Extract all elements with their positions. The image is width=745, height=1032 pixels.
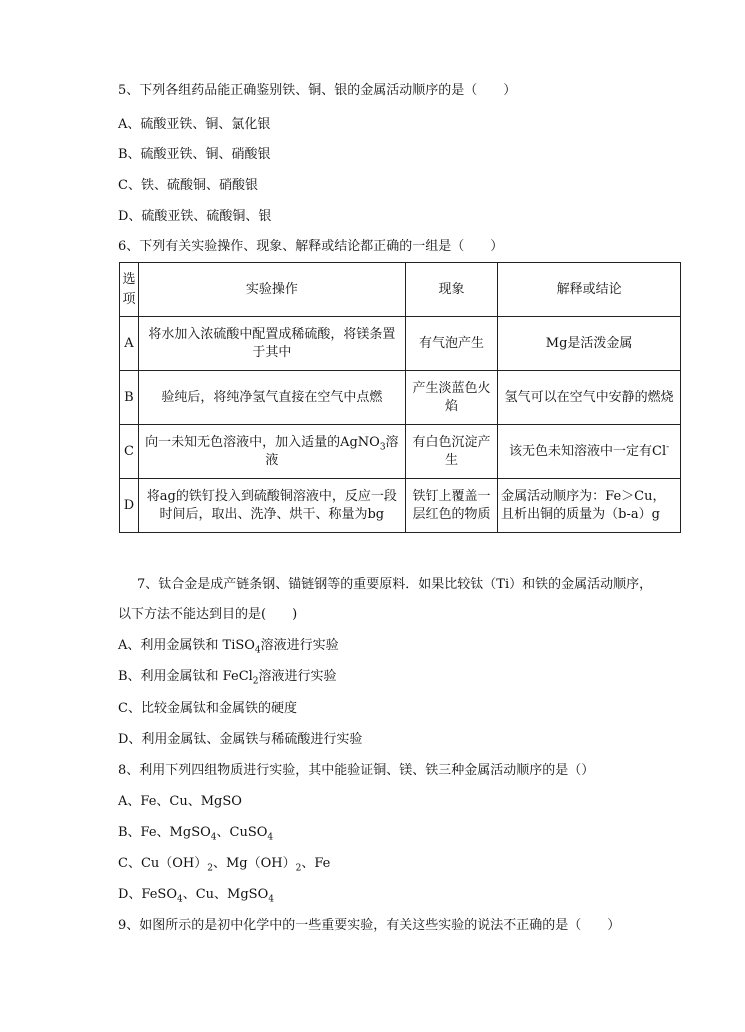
q8-stem: 8、利用下列四组物质进行实验，其中能验证铜、镁、铁三种金属活动顺序的是（） bbox=[118, 763, 595, 778]
q8-option-d bbox=[118, 886, 274, 904]
subscript: 4 bbox=[210, 832, 217, 843]
operation-text: 溶液 bbox=[265, 434, 399, 468]
table-row bbox=[120, 479, 681, 533]
row-conclusion: Mg是活泼金属 bbox=[498, 317, 681, 371]
option-text: C、Cu（OH） bbox=[118, 856, 208, 871]
q5-option-c: C、铁、硫酸铜、硝酸银 bbox=[118, 178, 258, 193]
q7-option-a bbox=[118, 637, 339, 655]
row-phenomenon: 有白色沉淀产生 bbox=[405, 425, 497, 479]
row-operation: 验纯后，将纯净氢气直接在空气中点燃 bbox=[138, 371, 405, 425]
option-text: 溶液进行实验 bbox=[258, 669, 337, 684]
table-row bbox=[120, 371, 681, 425]
row-option: A bbox=[120, 317, 139, 371]
q6-table bbox=[119, 262, 681, 533]
q7-option-d: D、利用金属钛、金属铁与稀硫酸进行实验 bbox=[118, 732, 363, 747]
q5-stem: 5、下列各组药品能正确鉴别铁、铜、银的金属活动顺序的是（ ） bbox=[118, 83, 517, 98]
q7-option-b bbox=[118, 668, 337, 686]
option-text: D、FeSO bbox=[118, 887, 177, 902]
option-text: 溶液进行实验 bbox=[260, 638, 339, 653]
row-option: C bbox=[120, 425, 139, 479]
option-text: B、Fe、MgSO bbox=[118, 825, 211, 840]
operation-text: 向一未知无色溶液中，加入适量的AgNO bbox=[145, 434, 380, 450]
header-conclusion: 解释或结论 bbox=[498, 263, 681, 317]
row-phenomenon: 产生淡蓝色火焰 bbox=[405, 371, 497, 425]
table-row bbox=[120, 425, 681, 479]
row-phenomenon: 铁钉上覆盖一层红色的物质 bbox=[405, 479, 497, 533]
q5-option-d: D、硫酸亚铁、硫酸铜、银 bbox=[118, 209, 272, 224]
subscript: 4 bbox=[267, 832, 274, 843]
option-text: 、Fe bbox=[301, 856, 331, 871]
superscript: - bbox=[666, 442, 670, 453]
q7-option-c: C、比较金属钛和金属铁的硬度 bbox=[118, 701, 297, 716]
conclusion-text: 该无色未知溶液中一定有Cl bbox=[509, 443, 667, 459]
row-operation: 将水加入浓硫酸中配置成稀硫酸，将镁条置于其中 bbox=[138, 317, 405, 371]
subscript: 2 bbox=[295, 863, 302, 874]
row-option: B bbox=[120, 371, 139, 425]
subscript: 2 bbox=[207, 863, 213, 874]
row-option: D bbox=[120, 479, 139, 533]
subscript: 4 bbox=[254, 645, 261, 656]
subscript: 2 bbox=[252, 676, 259, 687]
row-conclusion: 金属活动顺序为：Fe＞Cu，且析出铜的质量为（b-a）g bbox=[498, 479, 681, 533]
q5-option-b: B、硫酸亚铁、铜、硝酸银 bbox=[118, 147, 271, 162]
row-phenomenon: 有气泡产生 bbox=[405, 317, 497, 371]
row-operation: 将ag的铁钉投入到硫酸铜溶液中，反应一段时间后，取出、洗净、烘干、称量为bg bbox=[138, 479, 405, 533]
header-option: 选项 bbox=[120, 263, 139, 317]
subscript: 3 bbox=[379, 442, 386, 453]
header-phenomenon: 现象 bbox=[405, 263, 497, 317]
option-text: B、利用金属钛和 FeCl bbox=[118, 669, 253, 684]
q8-option-c bbox=[118, 855, 330, 873]
row-conclusion: 氢气可以在空气中安静的燃烧 bbox=[498, 371, 681, 425]
q9-stem: 9、如图所示的是初中化学中的一些重要实验，有关这些实验的说法不正确的是（ ） bbox=[118, 918, 621, 933]
option-text: 、CuSO bbox=[216, 825, 268, 840]
subscript: 4 bbox=[177, 894, 183, 905]
header-operation: 实验操作 bbox=[138, 263, 405, 317]
row-operation bbox=[138, 425, 405, 479]
row-conclusion bbox=[498, 425, 681, 479]
q7-stem-line1: 7、钛合金是成产链条钢、锚链钢等的重要原料．如果比较钛（Ti）和铁的金属活动顺序， bbox=[137, 577, 653, 592]
q5-option-a: A、硫酸亚铁、铜、氯化银 bbox=[118, 117, 271, 132]
table-row bbox=[120, 317, 681, 371]
q8-option-a: A、Fe、Cu、MgSO bbox=[118, 794, 242, 809]
table-header-row bbox=[120, 263, 681, 317]
option-text: A、利用金属铁和 TiSO bbox=[118, 638, 255, 653]
option-text: 、Cu、MgSO bbox=[182, 887, 269, 902]
q6-stem: 6、下列有关实验操作、现象、解释或结论都正确的一组是（ ） bbox=[118, 239, 504, 254]
q7-stem-line2: 以下方法不能达到目的是( ) bbox=[118, 607, 298, 622]
subscript: 4 bbox=[268, 894, 274, 905]
q8-option-b bbox=[118, 824, 273, 842]
option-text: 、Mg（OH） bbox=[213, 856, 296, 871]
